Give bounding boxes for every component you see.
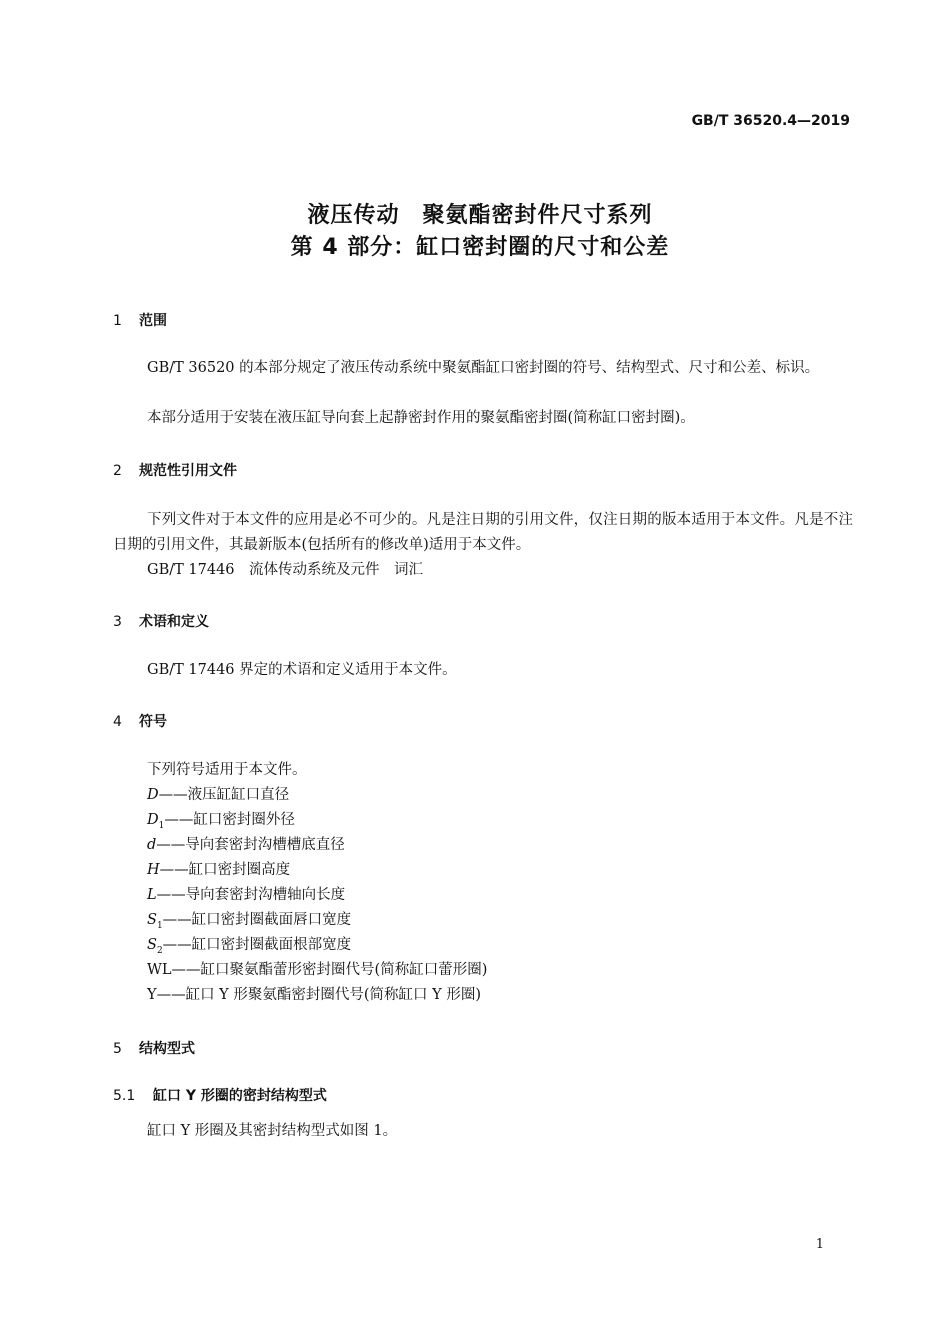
symbol-item <box>147 884 345 912</box>
symbol-description: ——缸口密封圈高度 <box>159 862 291 878</box>
symbol-description: ——导向套密封沟槽轴向长度 <box>156 887 346 903</box>
section-3-para-1: GB/T 17446 界定的术语和定义适用于本文件。 <box>147 662 457 678</box>
section-1-para-2: 本部分适用于安装在液压缸导向套上起静密封作用的聚氨酯密封圈(简称缸口密封圈)。 <box>147 410 695 426</box>
section-number: 1 <box>113 313 122 329</box>
symbol-description: ——导向套密封沟槽槽底直径 <box>156 837 345 853</box>
section-title: 范围 <box>139 313 167 329</box>
subsection-number: 5.1 <box>113 1088 136 1104</box>
symbol-subscript: 1 <box>156 920 163 931</box>
symbol-item <box>147 959 487 981</box>
symbol-description: ——缸口 Y 形聚氨酯密封圈代号(简称缸口 Y 形圈) <box>156 987 481 1003</box>
document-title-line2: 第 4 部分：缸口密封圈的尺寸和公差 <box>290 235 670 260</box>
section-2-reference: GB/T 17446 流体传动系统及元件 词汇 <box>147 562 424 578</box>
section-4-heading <box>113 711 167 731</box>
symbol-item <box>147 784 289 812</box>
symbol-description: ——缸口密封圈截面根部宽度 <box>162 937 352 953</box>
standard-code: GB/T 36520.4—2019 <box>691 113 850 129</box>
symbol: d <box>147 837 157 853</box>
symbol: WL <box>147 962 172 978</box>
symbol: H <box>147 862 160 878</box>
symbol: D <box>147 812 159 828</box>
symbol: Y <box>147 987 157 1003</box>
subsection-title: 缸口 Y 形圈的密封结构型式 <box>153 1088 327 1104</box>
symbol-description: ——液压缸缸口直径 <box>158 787 290 803</box>
subsection-5-1-heading <box>113 1085 327 1105</box>
section-1-para-1: GB/T 36520 的本部分规定了液压传动系统中聚氨酯缸口密封圈的符号、结构型式、尺寸和公差、标识。 <box>147 360 820 376</box>
section-number: 4 <box>113 714 122 730</box>
section-title: 术语和定义 <box>139 614 209 630</box>
symbol: S <box>147 937 157 953</box>
section-5-heading <box>113 1038 195 1058</box>
page-number: 1 <box>815 1237 824 1252</box>
section-number: 3 <box>113 614 122 630</box>
symbol-item <box>147 859 290 887</box>
section-number: 5 <box>113 1041 122 1057</box>
section-2-para-1: 下列文件对于本文件的应用是必不可少的。凡是注日期的引用文件，仅注日期的版本适用于本文件。凡是不注日期的引用文件，其最新版本(包括所有的修改单)适用于本文件。 <box>113 512 853 553</box>
section-title: 符号 <box>139 714 167 730</box>
section-1-heading <box>113 310 167 330</box>
section-title: 规范性引用文件 <box>139 463 237 479</box>
symbol-item <box>147 934 351 962</box>
symbol: L <box>147 887 157 903</box>
symbol-item <box>147 809 295 837</box>
symbol: D <box>147 787 159 803</box>
symbol-item <box>147 834 345 862</box>
subsection-5-1-para: 缸口 Y 形圈及其密封结构型式如图 1。 <box>147 1123 398 1139</box>
symbol-description: ——缸口密封圈外径 <box>164 812 295 828</box>
section-title: 结构型式 <box>139 1041 195 1057</box>
section-number: 2 <box>113 463 122 479</box>
section-4-intro: 下列符号适用于本文件。 <box>147 762 307 778</box>
symbol-description: ——缸口密封圈截面唇口宽度 <box>162 912 352 928</box>
symbol-item <box>147 984 481 1006</box>
section-3-heading <box>113 611 209 631</box>
symbol-subscript: 2 <box>156 945 163 956</box>
symbol-description: ——缸口聚氨酯蕾形密封圈代号(简称缸口蕾形圈) <box>171 962 488 978</box>
symbol: S <box>147 912 157 928</box>
document-title-line1: 液压传动 聚氨酯密封件尺寸系列 <box>307 203 653 228</box>
symbol-subscript: 1 <box>158 820 165 831</box>
section-2-heading <box>113 460 237 480</box>
symbol-item <box>147 909 351 937</box>
